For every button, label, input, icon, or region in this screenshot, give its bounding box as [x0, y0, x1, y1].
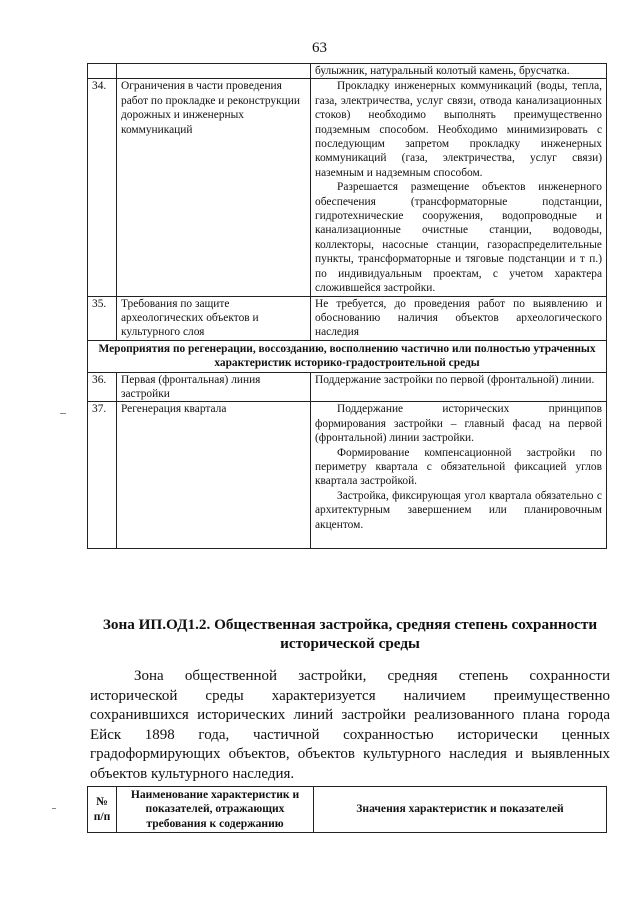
table-header-row [88, 787, 607, 833]
row-number: 35. [88, 296, 117, 340]
row-value [311, 79, 607, 296]
table-row [88, 402, 607, 549]
table-row [88, 296, 607, 340]
row-characteristic-name [117, 64, 311, 79]
table-row [88, 372, 607, 402]
row-value [311, 402, 607, 549]
table-row [88, 79, 607, 296]
zone-description: Зона общественной застройки, средняя степень сохранности исторической среды характеризуется наличием преимущественно сохранившихся исторических линий застройки реализованного плана города Ейск 1898 года, частичной сохранностью исторически ценных градоформирующих объектов, объектов культурного наследия и выявленных объектов культурного наследия. [90, 668, 610, 782]
value-paragraph: Не требуется, до проведения работ по выявлению и обоснованию наличия объектов археологического наследия [315, 297, 602, 339]
table-row [88, 64, 607, 79]
value-paragraph: Поддержание исторических принципов формирования застройки – главный фасад на первой (фронтальной) линии застройки. [315, 403, 602, 445]
row-number: 34. [88, 79, 117, 296]
scan-mark [60, 413, 66, 414]
value-paragraph: Формирование компенсационной застройки по периметру квартала с обязательной фиксацией углов квартала застройкой. [315, 446, 602, 488]
value-paragraph: Застройка, фиксирующая угол квартала обязательно с архитектурным завершением или планировочным акцентом. [315, 489, 602, 531]
value-paragraph: Разрешается размещение объектов инженерного обеспечения (трансформаторные подстанции, гидротехнические сооружения, водопроводные и канализационные очистные станции, водоводы, коллекторы, насосные станции, газораспределительные пункты, трансформаторные и тяговые подстанции и т п.) по индивидуальным проектам, с учетом характера сложившейся застройки. [315, 181, 602, 295]
row-number: 36. [88, 372, 117, 402]
row-characteristic-name: Первая (фронтальная) линия застройки [117, 372, 311, 402]
row-characteristic-name: Ограничения в части проведения работ по прокладке и реконструкции дорожных и инженерных коммуникаций [117, 79, 311, 296]
header-name: Наименование характеристик и показателей, отражающих требования к содержанию [117, 787, 314, 833]
row-value [311, 372, 607, 402]
scan-mark [52, 808, 56, 809]
row-number: 37. [88, 402, 117, 549]
value-paragraph: булыжник, натуральный колотый камень, брусчатка. [315, 65, 570, 77]
row-characteristic-name: Регенерация квартала [117, 402, 311, 549]
characteristics-table-header [87, 786, 607, 833]
section-header: Мероприятия по регенерации, воссозданию, восполнению частично или полностью утраченных характеристик историко-градостроительной среды [88, 340, 607, 372]
header-number: № п/п [88, 787, 117, 833]
value-paragraph: Поддержание застройки по первой (фронтальной) линии. [315, 373, 595, 386]
row-value [311, 64, 607, 79]
section-row [88, 340, 607, 372]
requirements-table [87, 63, 607, 549]
value-paragraph: Прокладку инженерных коммуникаций (воды, тепла, газа, электричества, услуг связи, отвода канализационных стоков) необходимо выполнять преимущественно подземным способом. Необходимо минимизировать с последующим запретом прокладку инженерных коммуникаций (газа, электричества, услуг связи) наземным и надземным способом. [315, 80, 602, 179]
row-value [311, 296, 607, 340]
row-number [88, 64, 117, 79]
zone-title: Зона ИП.ОД1.2. Общественная застройка, средняя степень сохранности исторической среды [102, 616, 598, 652]
header-values: Значения характеристик и показателей [314, 787, 607, 833]
page-number: 63 [312, 40, 327, 56]
row-characteristic-name: Требования по защите археологических объектов и культурного слоя [117, 296, 311, 340]
